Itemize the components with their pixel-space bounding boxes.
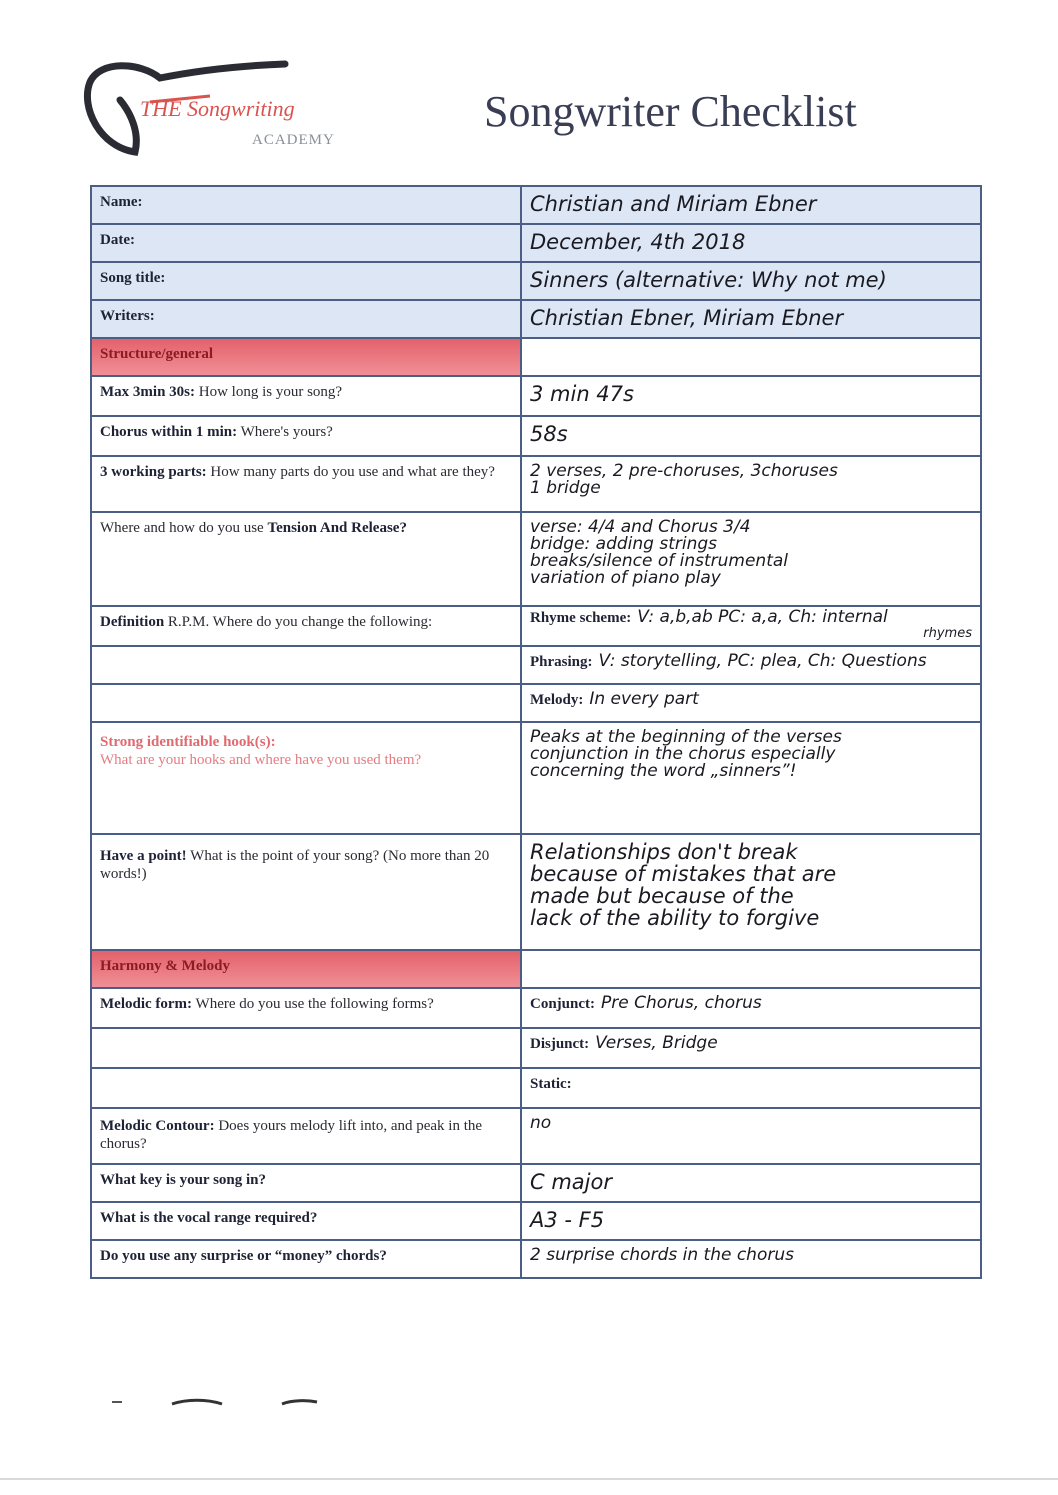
working-parts-value-2: 1 bridge: [530, 478, 601, 498]
max-time-text: How long is your song?: [198, 384, 343, 400]
contour-bold: Melodic Contour:: [100, 1118, 215, 1134]
rhyme-scheme-value-2: rhymes: [923, 626, 972, 641]
row-hooks: [92, 723, 980, 835]
row-static: [92, 1069, 980, 1109]
key-label: What key is your song in?: [100, 1172, 267, 1188]
row-chorus-within: [92, 417, 980, 457]
song-title-label: Song title:: [92, 263, 522, 299]
melody-value: In every part: [589, 689, 699, 709]
name-value: Christian and Miriam Ebner: [530, 192, 817, 216]
row-name: [92, 187, 980, 225]
date-value: December, 4th 2018: [530, 230, 746, 254]
row-max-time: [92, 377, 980, 417]
tension-line: variation of piano play: [530, 568, 721, 588]
row-contour: [92, 1109, 980, 1165]
row-song-title: [92, 263, 980, 301]
row-writers: [92, 301, 980, 339]
hooks-line: Peaks at the beginning of the verses: [530, 727, 842, 747]
row-melody: [92, 685, 980, 723]
conjunct-value: Pre Chorus, chorus: [601, 993, 762, 1013]
tension-line: bridge: adding strings: [530, 534, 718, 554]
phrasing-value: V: storytelling, PC: plea, Ch: Questions: [598, 651, 927, 671]
point-line: Relationships don't break: [530, 840, 798, 864]
harmony-header: Harmony & Melody: [92, 951, 522, 987]
point-text: What is the point of your song? (No more than 20 words!): [100, 848, 490, 882]
tension-text: Where and how do you use: [100, 520, 264, 536]
rhyme-scheme-label: Rhyme scheme:: [530, 610, 632, 626]
row-working-parts: [92, 457, 980, 513]
point-line: because of mistakes that are: [530, 862, 837, 886]
row-disjunct: [92, 1029, 980, 1069]
working-parts-text: How many parts do you use and what are they?: [210, 464, 495, 480]
row-tension: [92, 513, 980, 607]
conjunct-label: Conjunct:: [530, 996, 596, 1012]
chorus-within-text: Where's yours?: [240, 424, 333, 440]
checklist-table: [90, 185, 982, 1279]
section-harmony: [92, 951, 980, 989]
point-bold: Have a point!: [100, 848, 187, 864]
vocal-range-value: A3 - F5: [530, 1208, 605, 1232]
max-time-value: 3 min 47s: [530, 382, 634, 406]
chorus-within-bold: Chorus within 1 min:: [100, 424, 238, 440]
section-structure: [92, 339, 980, 377]
row-surprise: [92, 1241, 980, 1279]
vocal-range-label: What is the vocal range required?: [100, 1210, 318, 1226]
key-value: C major: [530, 1170, 612, 1194]
row-date: [92, 225, 980, 263]
max-time-bold: Max 3min 30s:: [100, 384, 195, 400]
page-edge-line: [0, 1478, 1058, 1480]
hooks-label: Strong identifiable hook(s):: [100, 734, 276, 750]
name-label: Name:: [92, 187, 522, 223]
disjunct-value: Verses, Bridge: [595, 1033, 718, 1053]
scan-marks: [112, 1398, 322, 1406]
row-rpm: [92, 607, 980, 647]
songwriting-academy-logo: [80, 52, 380, 162]
working-parts-value-1: 2 verses, 2 pre-choruses, 3choruses: [530, 461, 838, 481]
static-label: Static:: [530, 1076, 572, 1092]
tension-line: verse: 4/4 and Chorus 3/4: [530, 517, 751, 537]
tension-line: breaks/silence of instrumental: [530, 551, 789, 571]
structure-header: Structure/general: [92, 339, 522, 375]
melodic-form-bold: Melodic form:: [100, 996, 193, 1012]
tension-bold: Tension And Release?: [267, 520, 407, 536]
writers-value: Christian Ebner, Miriam Ebner: [530, 306, 844, 330]
disjunct-label: Disjunct:: [530, 1036, 590, 1052]
row-point: [92, 835, 980, 951]
hooks-line: concerning the word „sinners”!: [530, 761, 797, 781]
row-phrasing: [92, 647, 980, 685]
song-title-value: Sinners (alternative: Why not me): [530, 268, 887, 292]
row-vocal-range: [92, 1203, 980, 1241]
logo-subtitle: ACADEMY: [252, 132, 335, 148]
row-key: [92, 1165, 980, 1203]
page-title: Songwriter Checklist: [484, 87, 857, 136]
logo-wordmark: THE Songwriting: [140, 96, 295, 121]
contour-text: Does yours melody lift into, and peak in the chorus?: [100, 1118, 483, 1152]
rpm-bold: Definition: [100, 614, 165, 630]
date-label: Date:: [92, 225, 522, 261]
contour-value: no: [530, 1113, 552, 1133]
surprise-value: 2 surprise chords in the chorus: [530, 1245, 794, 1265]
melody-label: Melody:: [530, 692, 584, 708]
hooks-line: conjunction in the chorus especially: [530, 744, 836, 764]
melodic-form-text: Where do you use the following forms?: [195, 996, 434, 1012]
surprise-label: Do you use any surprise or “money” chords?: [100, 1248, 387, 1264]
hooks-text: What are your hooks and where have you used them?: [100, 752, 422, 768]
writers-label: Writers:: [92, 301, 522, 337]
row-melodic-form: [92, 989, 980, 1029]
point-line: made but because of the: [530, 884, 794, 908]
rhyme-scheme-value: V: a,b,ab PC: a,a, Ch: internal: [637, 607, 888, 627]
point-line: lack of the ability to forgive: [530, 906, 820, 930]
rpm-text: R.P.M. Where do you change the following:: [167, 614, 433, 630]
phrasing-label: Phrasing:: [530, 654, 593, 670]
chorus-within-value: 58s: [530, 422, 568, 446]
working-parts-bold: 3 working parts:: [100, 464, 207, 480]
